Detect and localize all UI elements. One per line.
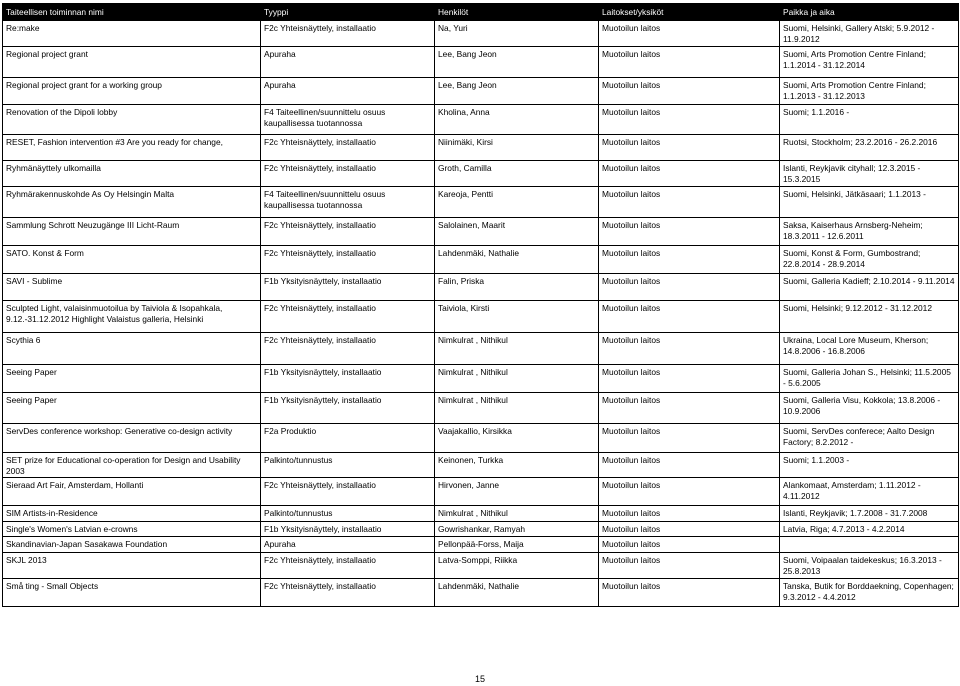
table-row <box>3 47 959 78</box>
cell-place-time: Ruotsi, Stockholm; 23.2.2016 - 26.2.2016 <box>780 135 959 161</box>
cell-place-time: Islanti, Reykjavik; 1.7.2008 - 31.7.2008 <box>780 506 959 522</box>
cell-persons: Lee, Bang Jeon <box>435 47 599 78</box>
cell-place-time: Suomi, Galleria Johan S., Helsinki; 11.5.2005 - 5.6.2005 <box>780 365 959 393</box>
table-row <box>3 553 959 579</box>
activity-table <box>2 3 959 607</box>
cell-units: Muotoilun laitos <box>599 553 780 579</box>
cell-persons: Nimkulrat , Nithikul <box>435 506 599 522</box>
cell-units: Muotoilun laitos <box>599 105 780 135</box>
cell-units: Muotoilun laitos <box>599 333 780 365</box>
cell-units: Muotoilun laitos <box>599 78 780 105</box>
cell-type: F2c Yhteisnäyttely, installaatio <box>261 579 435 607</box>
cell-activity-name: Renovation of the Dipoli lobby <box>3 105 261 135</box>
table-row <box>3 579 959 607</box>
cell-activity-name: RESET, Fashion intervention #3 Are you ready for change, <box>3 135 261 161</box>
cell-units: Muotoilun laitos <box>599 301 780 333</box>
cell-units: Muotoilun laitos <box>599 478 780 506</box>
cell-type: F4 Taiteellinen/suunnittelu osuus kaupallisessa tuotannossa <box>261 187 435 218</box>
table-row <box>3 522 959 537</box>
cell-persons: Gowrishankar, Ramyah <box>435 522 599 537</box>
cell-activity-name: SATO. Konst & Form <box>3 246 261 274</box>
cell-type: F2c Yhteisnäyttely, installaatio <box>261 21 435 47</box>
cell-activity-name: Seeing Paper <box>3 365 261 393</box>
table-row <box>3 453 959 478</box>
cell-place-time: Tanska, Butik for Borddaekning, Copenhagen; 9.3.2012 - 4.4.2012 <box>780 579 959 607</box>
cell-persons: Taiviola, Kirsti <box>435 301 599 333</box>
cell-type: F2c Yhteisnäyttely, installaatio <box>261 478 435 506</box>
table-row <box>3 21 959 47</box>
table-row <box>3 78 959 105</box>
cell-place-time: Suomi, Helsinki, Gallery Atski; 5.9.2012 - 11.9.2012 <box>780 21 959 47</box>
table-row <box>3 187 959 218</box>
cell-type: F2c Yhteisnäyttely, installaatio <box>261 301 435 333</box>
table-row <box>3 161 959 187</box>
cell-persons: Lee, Bang Jeon <box>435 78 599 105</box>
cell-type: Palkinto/tunnustus <box>261 506 435 522</box>
cell-persons: Na, Yuri <box>435 21 599 47</box>
cell-activity-name: Sammlung Schrott Neuzugänge III Licht-Raum <box>3 218 261 246</box>
cell-activity-name: SAVI - Sublime <box>3 274 261 301</box>
cell-type: Palkinto/tunnustus <box>261 453 435 478</box>
cell-activity-name: Scythia 6 <box>3 333 261 365</box>
cell-persons: Niinimäki, Kirsi <box>435 135 599 161</box>
cell-place-time: Suomi, Galleria Kadieff; 2.10.2014 - 9.11.2014 <box>780 274 959 301</box>
column-header-type: Tyyppi <box>261 4 435 21</box>
cell-place-time: Suomi, Galleria Visu, Kokkola; 13.8.2006 - 10.9.2006 <box>780 393 959 424</box>
cell-activity-name: Single's Women's Latvian e-crowns <box>3 522 261 537</box>
cell-place-time: Suomi, Konst & Form, Gumbostrand; 22.8.2014 - 28.9.2014 <box>780 246 959 274</box>
cell-type: F1b Yksityisnäyttely, installaatio <box>261 522 435 537</box>
cell-activity-name: SET prize for Educational co-operation for Design and Usability 2003 <box>3 453 261 478</box>
table-row <box>3 537 959 553</box>
table-row <box>3 365 959 393</box>
cell-persons: Lahdenmäki, Nathalie <box>435 579 599 607</box>
cell-type: F1b Yksityisnäyttely, installaatio <box>261 365 435 393</box>
column-header-units: Laitokset/yksiköt <box>599 4 780 21</box>
cell-persons: Salolainen, Maarit <box>435 218 599 246</box>
cell-place-time: Alankomaat, Amsterdam; 1.11.2012 - 4.11.2012 <box>780 478 959 506</box>
cell-persons: Lahdenmäki, Nathalie <box>435 246 599 274</box>
cell-activity-name: Ryhmärakennuskohde As Oy Helsingin Malta <box>3 187 261 218</box>
cell-units: Muotoilun laitos <box>599 161 780 187</box>
cell-units: Muotoilun laitos <box>599 537 780 553</box>
cell-units: Muotoilun laitos <box>599 135 780 161</box>
cell-activity-name: Skandinavian-Japan Sasakawa Foundation <box>3 537 261 553</box>
cell-type: F4 Taiteellinen/suunnittelu osuus kaupallisessa tuotannossa <box>261 105 435 135</box>
table-row <box>3 105 959 135</box>
cell-persons: Vaajakallio, Kirsikka <box>435 424 599 453</box>
cell-type: F2c Yhteisnäyttely, installaatio <box>261 246 435 274</box>
cell-type: F2c Yhteisnäyttely, installaatio <box>261 161 435 187</box>
cell-type: F1b Yksityisnäyttely, installaatio <box>261 274 435 301</box>
table-row <box>3 478 959 506</box>
cell-activity-name: Sculpted Light, valaisinmuotoilua by Taiviola & Isopahkala, 9.12.-31.12.2012 Highlight Valaistus galleria, Helsinki <box>3 301 261 333</box>
column-header-persons: Henkilöt <box>435 4 599 21</box>
cell-place-time: Suomi, Arts Promotion Centre Finland; 1.1.2013 - 31.12.2013 <box>780 78 959 105</box>
column-header-name: Taiteellisen toiminnan nimi <box>3 4 261 21</box>
cell-place-time <box>780 537 959 553</box>
table-row <box>3 274 959 301</box>
cell-place-time: Suomi, Helsinki, Jätkäsaari; 1.1.2013 - <box>780 187 959 218</box>
cell-units: Muotoilun laitos <box>599 246 780 274</box>
table-body <box>3 21 959 607</box>
table-row <box>3 246 959 274</box>
cell-type: F2c Yhteisnäyttely, installaatio <box>261 553 435 579</box>
cell-units: Muotoilun laitos <box>599 365 780 393</box>
cell-place-time: Suomi; 1.1.2016 - <box>780 105 959 135</box>
table-row <box>3 218 959 246</box>
cell-activity-name: Regional project grant for a working group <box>3 78 261 105</box>
cell-units: Muotoilun laitos <box>599 393 780 424</box>
cell-units: Muotoilun laitos <box>599 506 780 522</box>
cell-persons: Groth, Camilla <box>435 161 599 187</box>
cell-units: Muotoilun laitos <box>599 274 780 301</box>
cell-units: Muotoilun laitos <box>599 21 780 47</box>
table-row <box>3 424 959 453</box>
cell-place-time: Islanti, Reykjavik cityhall; 12.3.2015 - 15.3.2015 <box>780 161 959 187</box>
cell-activity-name: Re:make <box>3 21 261 47</box>
cell-type: Apuraha <box>261 537 435 553</box>
cell-persons: Nimkulrat , Nithikul <box>435 393 599 424</box>
cell-persons: Falin, Priska <box>435 274 599 301</box>
page-number: 15 <box>474 674 485 684</box>
cell-type: F2c Yhteisnäyttely, installaatio <box>261 135 435 161</box>
cell-persons: Pellonpää-Forss, Maija <box>435 537 599 553</box>
cell-place-time: Latvia, Riga; 4.7.2013 - 4.2.2014 <box>780 522 959 537</box>
cell-persons: Latva-Somppi, Riikka <box>435 553 599 579</box>
table-row <box>3 135 959 161</box>
cell-activity-name: SIM Artists-in-Residence <box>3 506 261 522</box>
cell-persons: Kholina, Anna <box>435 105 599 135</box>
table-row <box>3 506 959 522</box>
cell-type: Apuraha <box>261 47 435 78</box>
cell-persons: Keinonen, Turkka <box>435 453 599 478</box>
cell-place-time: Suomi, ServDes conferece; Aalto Design Factory; 8.2.2012 - <box>780 424 959 453</box>
cell-type: F1b Yksityisnäyttely, installaatio <box>261 393 435 424</box>
table-row <box>3 301 959 333</box>
cell-type: Apuraha <box>261 78 435 105</box>
table-row <box>3 393 959 424</box>
cell-type: F2a Produktio <box>261 424 435 453</box>
cell-persons: Kareoja, Pentti <box>435 187 599 218</box>
cell-place-time: Suomi; 1.1.2003 - <box>780 453 959 478</box>
cell-place-time: Suomi, Voipaalan taidekeskus; 16.3.2013 - 25.8.2013 <box>780 553 959 579</box>
cell-activity-name: Sieraad Art Fair, Amsterdam, Hollanti <box>3 478 261 506</box>
column-header-place-time: Paikka ja aika <box>780 4 959 21</box>
cell-units: Muotoilun laitos <box>599 522 780 537</box>
cell-activity-name: Regional project grant <box>3 47 261 78</box>
cell-activity-name: Små ting - Small Objects <box>3 579 261 607</box>
cell-activity-name: ServDes conference workshop: Generative co-design activity <box>3 424 261 453</box>
cell-activity-name: Seeing Paper <box>3 393 261 424</box>
cell-activity-name: SKJL 2013 <box>3 553 261 579</box>
cell-place-time: Suomi, Helsinki; 9.12.2012 - 31.12.2012 <box>780 301 959 333</box>
cell-units: Muotoilun laitos <box>599 47 780 78</box>
cell-units: Muotoilun laitos <box>599 187 780 218</box>
cell-place-time: Saksa, Kaiserhaus Arnsberg-Neheim; 18.3.2011 - 12.6.2011 <box>780 218 959 246</box>
cell-units: Muotoilun laitos <box>599 218 780 246</box>
cell-persons: Hirvonen, Janne <box>435 478 599 506</box>
cell-type: F2c Yhteisnäyttely, installaatio <box>261 218 435 246</box>
cell-units: Muotoilun laitos <box>599 424 780 453</box>
cell-type: F2c Yhteisnäyttely, installaatio <box>261 333 435 365</box>
cell-persons: Nimkulrat , Nithikul <box>435 333 599 365</box>
cell-place-time: Ukraina, Local Lore Museum, Kherson; 14.8.2006 - 16.8.2006 <box>780 333 959 365</box>
cell-persons: Nimkulrat , Nithikul <box>435 365 599 393</box>
cell-units: Muotoilun laitos <box>599 579 780 607</box>
table-row <box>3 333 959 365</box>
cell-activity-name: Ryhmänäyttely ulkomailla <box>3 161 261 187</box>
cell-units: Muotoilun laitos <box>599 453 780 478</box>
cell-place-time: Suomi, Arts Promotion Centre Finland; 1.1.2014 - 31.12.2014 <box>780 47 959 78</box>
header-row <box>3 4 959 21</box>
